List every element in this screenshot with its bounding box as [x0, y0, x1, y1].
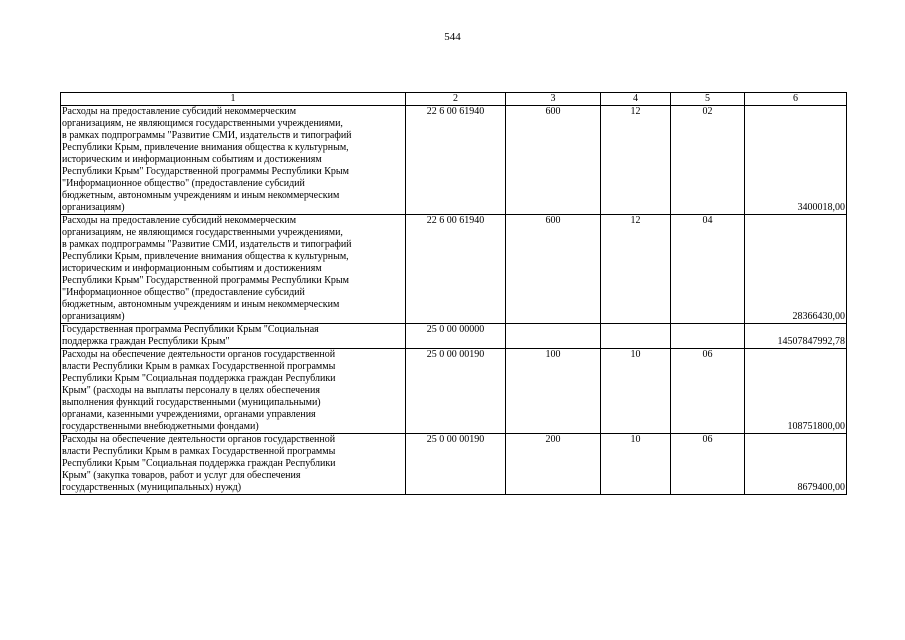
table-row [61, 324, 847, 349]
row-amount: 108751800,00 [745, 349, 847, 434]
row-expense-type: 600 [506, 215, 601, 324]
row-code: 25 0 00 00000 [406, 324, 506, 349]
table-row [61, 349, 847, 434]
row-subsection [671, 324, 745, 349]
row-subsection: 04 [671, 215, 745, 324]
row-section: 12 [601, 106, 671, 215]
budget-table [60, 92, 847, 495]
row-description: Расходы на предоставление субсидий некоммерческим организациям, не являющимся государственными учреждениями, в рамках подпрограммы "Развитие СМИ, издательств и типографий Республики Крым, привлечение внимания общества к культурным, историческим и информационным событиям и достижениям Республики Крым" Государственной программы Республики Крым "Информационное общество" (предоставление субсидий бюджетным, автономным учреждениям и иным некоммерческим организациям) [61, 215, 406, 324]
row-section: 10 [601, 349, 671, 434]
row-expense-type: 100 [506, 349, 601, 434]
row-description: Государственная программа Республики Крым "Социальная поддержка граждан Республики Крым" [61, 324, 406, 349]
row-description: Расходы на обеспечение деятельности органов государственной власти Республики Крым в рамках Государственной программы Республики Крым "Социальная поддержка граждан Республики Крым" (закупка товаров, работ и услуг для обеспечения государственных (муниципальных) нужд) [61, 434, 406, 495]
row-subsection: 02 [671, 106, 745, 215]
column-header-3: 3 [506, 93, 601, 106]
row-section: 10 [601, 434, 671, 495]
table-header-row [61, 93, 847, 106]
column-header-1: 1 [61, 93, 406, 106]
row-expense-type: 600 [506, 106, 601, 215]
row-section [601, 324, 671, 349]
row-subsection: 06 [671, 434, 745, 495]
row-expense-type [506, 324, 601, 349]
column-header-4: 4 [601, 93, 671, 106]
row-description: Расходы на обеспечение деятельности органов государственной власти Республики Крым в рамках Государственной программы Республики Крым "Социальная поддержка граждан Республики Крым" (расходы на выплаты персоналу в целях обеспечения выполнения функций государственными (муниципальными) органами, казенными учреждениями, органами управления государственными внебюджетными фондами) [61, 349, 406, 434]
row-subsection: 06 [671, 349, 745, 434]
column-header-5: 5 [671, 93, 745, 106]
row-code: 22 6 00 61940 [406, 106, 506, 215]
column-header-2: 2 [406, 93, 506, 106]
table-row [61, 434, 847, 495]
row-code: 22 6 00 61940 [406, 215, 506, 324]
row-amount: 8679400,00 [745, 434, 847, 495]
page-number: 544 [444, 31, 461, 43]
table-row [61, 215, 847, 324]
row-amount: 3400018,00 [745, 106, 847, 215]
column-header-6: 6 [745, 93, 847, 106]
row-code: 25 0 00 00190 [406, 349, 506, 434]
table-row [61, 106, 847, 215]
row-amount: 28366430,00 [745, 215, 847, 324]
row-description: Расходы на предоставление субсидий некоммерческим организациям, не являющимся государственными учреждениями, в рамках подпрограммы "Развитие СМИ, издательств и типографий Республики Крым, привлечение внимания общества к культурным, историческим и информационным событиям и достижениям Республики Крым" Государственной программы Республики Крым "Информационное общество" (предоставление субсидий бюджетным, автономным учреждениям и иным некоммерческим организациям) [61, 106, 406, 215]
row-amount: 14507847992,78 [745, 324, 847, 349]
row-expense-type: 200 [506, 434, 601, 495]
row-section: 12 [601, 215, 671, 324]
row-code: 25 0 00 00190 [406, 434, 506, 495]
